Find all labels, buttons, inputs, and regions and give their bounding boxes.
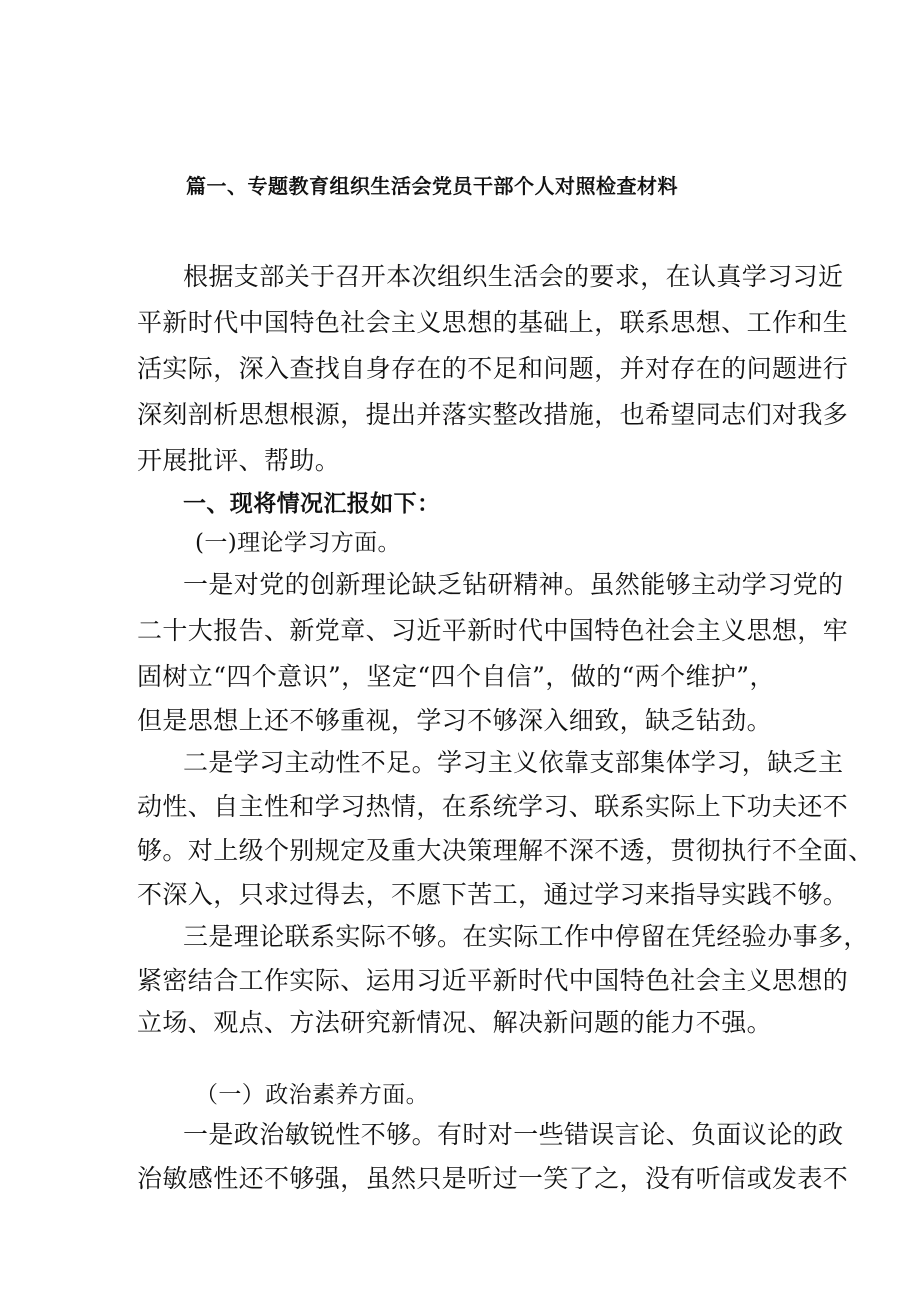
document-title: 篇一、专题教育组织生活会党员干部个人对照检查材料 — [186, 174, 678, 198]
section-heading-1: 一、现将情况汇报如下： — [183, 491, 441, 517]
intro-line-5: 开展批评、帮助。 — [137, 446, 341, 475]
point1-line-3: 固树立“四个意识”，坚定“四个自信”，做的“两个维护”， — [137, 662, 775, 691]
point4-line-1: 一是政治敏锐性不够。有时对一些错误言论、负面议论的政 — [183, 1120, 844, 1149]
point2-line-1: 二是学习主动性不足。学习主义依靠支部集体学习，缺乏主 — [183, 748, 844, 777]
point2-line-4: 不深入，只求过得去，不愿下苦工，通过学习来指导实践不够。 — [137, 880, 849, 909]
point3-line-2: 紧密结合工作实际、运用习近平新时代中国特色社会主义思想的 — [137, 966, 849, 995]
point1-line-2: 二十大报告、新党章、习近平新时代中国特色社会主义思想，牢 — [137, 616, 849, 645]
point4-line-2: 治敏感性还不够强，虽然只是听过一笑了之，没有听信或发表不 — [137, 1164, 849, 1193]
point1-line-4: 但是思想上还不够重视，学习不够深入细致，缺乏钻劲。 — [137, 706, 773, 735]
point3-line-1: 三是理论联系实际不够。在实际工作中停留在凭经验办事多， — [183, 922, 869, 951]
point1-line-1: 一是对党的创新理论缺乏钻研精神。虽然能够主动学习党的 — [183, 570, 844, 599]
intro-line-4: 深刻剖析思想根源，提出并落实整改措施，也希望同志们对我多 — [137, 400, 849, 429]
intro-line-3: 活实际，深入查找自身存在的不足和问题，并对存在的问题进行 — [137, 354, 849, 383]
sub-heading-politics: （一）政治素养方面。 — [195, 1082, 429, 1108]
point3-line-3: 立场、观点、方法研究新情况、解决新问题的能力不强。 — [137, 1008, 773, 1037]
point2-line-2: 动性、自主性和学习热情，在系统学习、联系实际上下功夫还不 — [137, 792, 849, 821]
point2-line-3: 够。对上级个别规定及重大决策理解不深不透，贯彻执行不全面、 — [137, 836, 874, 865]
intro-line-2: 平新时代中国特色社会主义思想的基础上，联系思想、工作和生 — [137, 308, 849, 337]
intro-line-1: 根据支部关于召开本次组织生活会的要求，在认真学习习近 — [183, 262, 844, 291]
sub-heading-theory: (一)理论学习方面。 — [195, 530, 401, 556]
